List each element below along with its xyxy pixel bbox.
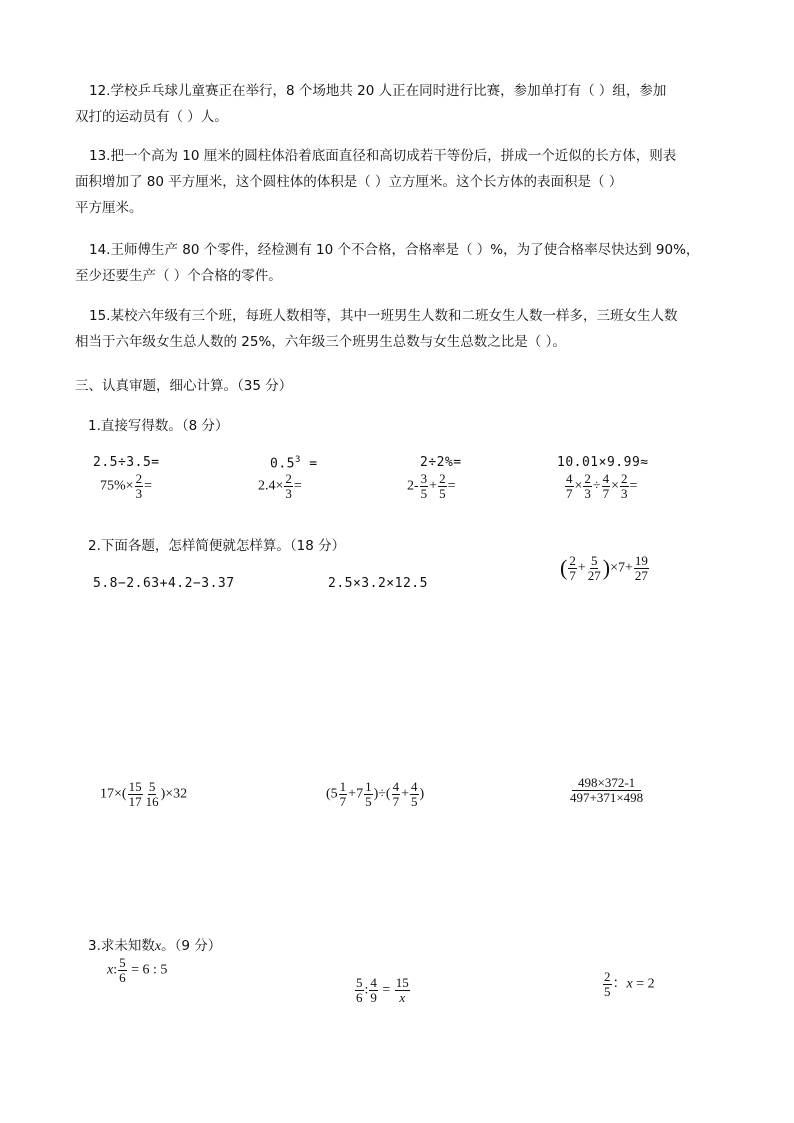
colon: ：: [612, 976, 627, 992]
operator: +: [429, 478, 438, 494]
numerator: 2: [439, 471, 446, 486]
denominator: 5: [604, 983, 611, 999]
fraction: [587, 554, 602, 582]
equation-2: [354, 976, 411, 1004]
problem-2: 2.5×3.2×12.5: [328, 576, 428, 591]
fraction: [395, 976, 410, 1004]
denominator: 7: [339, 793, 347, 809]
denominator: 16: [145, 793, 159, 809]
problem-1: 5.8−2.63+4.2−3.37: [93, 576, 235, 591]
equation-1: [107, 956, 167, 984]
right-paren: ): [602, 555, 611, 581]
expr-5-pre: 75%×: [100, 478, 134, 494]
denominator: x: [399, 989, 406, 1005]
denominator: 17: [128, 793, 142, 809]
expr-2: [270, 455, 318, 471]
expr-5: [100, 472, 152, 500]
denominator: 27: [587, 567, 601, 583]
operator: +: [401, 786, 409, 802]
denominator: 9: [370, 989, 377, 1005]
variable: x: [626, 976, 633, 992]
denominator: 6: [119, 969, 126, 985]
expr-3: 2÷2%=: [420, 455, 462, 470]
numerator: 15: [128, 779, 142, 794]
fraction: [145, 780, 160, 808]
fraction: [284, 472, 293, 500]
problem-4: [100, 780, 187, 808]
denominator: 3: [584, 485, 591, 501]
denominator: 27: [634, 567, 648, 583]
problem-5-div: )÷(: [373, 786, 391, 802]
fraction: [634, 554, 649, 582]
expr-4: 10.01×9.99≈: [557, 455, 649, 470]
denominator: 3: [135, 485, 143, 501]
question-15-line1: 15.某校六年级有三个班，每班人数相等，其中一班男生人数和二班女生人数一样多，三班女生人数: [89, 308, 678, 324]
numerator: 3: [420, 471, 428, 486]
question-14-line2: 至少还要生产（ ）个合格的零件。: [75, 268, 282, 284]
numerator: 4: [392, 779, 400, 794]
fraction: [438, 472, 447, 500]
denominator: 5: [439, 485, 446, 501]
numerator: 1: [339, 779, 347, 794]
denominator: 7: [569, 567, 576, 583]
question-12-line2: 双打的运动员有（ ）人。: [75, 109, 228, 125]
question-12: [75, 78, 725, 130]
numerator: 19: [634, 553, 648, 568]
expr-2-base: 0.5: [270, 456, 295, 472]
expr-5-post: =: [144, 478, 152, 494]
variable: x: [107, 962, 114, 978]
question-13-line1: 13.把一个高为 10 厘米的圆柱体沿着底面直径和高切成若干等份后，拼成一个近似的长方体，则表: [89, 148, 677, 164]
question-14-line1: 14.王师傅生产 80 个零件，经检测有 10 个不合格，合格率是（ ）%，为了使合格率尽快达到 90%，: [89, 242, 700, 258]
numerator: 4: [411, 779, 418, 794]
problem-4-post: )×32: [160, 786, 188, 802]
fraction: [392, 780, 401, 808]
numerator: 4: [602, 471, 610, 486]
part-3-title-pre: 3.求未知数: [88, 938, 155, 954]
fraction: [364, 780, 373, 808]
fraction: [565, 472, 574, 500]
expr-6-pre: 2.4×: [258, 478, 284, 494]
denominator: 3: [621, 485, 628, 501]
numerator: 2: [604, 969, 611, 984]
operator: ×7+: [610, 560, 633, 576]
equals: =: [378, 982, 394, 998]
numerator: 15: [395, 975, 409, 990]
fraction: [369, 976, 378, 1004]
numerator: 498×372-1: [572, 776, 641, 791]
denominator: 7: [392, 793, 400, 809]
fraction: [118, 956, 127, 984]
fraction: [410, 780, 419, 808]
expr-6: [258, 472, 302, 500]
numerator: 5: [148, 779, 156, 794]
denominator: 3: [285, 485, 292, 501]
equation-3: [602, 970, 655, 998]
denominator: 5: [420, 485, 428, 501]
numerator: 4: [566, 471, 573, 486]
question-15-line2: 相当于六年级女生总人数的 25%，六年级三个班男生总数与女生总数之比是（ ）。: [75, 334, 566, 350]
fraction: [568, 554, 577, 582]
part-1-title: 1.直接写得数。（8 分）: [88, 418, 229, 434]
problem-3: [560, 554, 650, 582]
numerator: 5: [590, 553, 598, 568]
expr-2-exp: 3: [294, 455, 301, 465]
question-13-line3: 平方厘米。: [75, 200, 143, 216]
fraction: [128, 780, 143, 808]
numerator: 2: [621, 471, 628, 486]
fraction: [569, 776, 644, 804]
numerator: 5: [119, 955, 126, 970]
numerator: 2: [285, 471, 292, 486]
expr-6-post: =: [293, 478, 302, 494]
expr-1: 2.5÷3.5=: [93, 455, 160, 470]
part-3-title: [88, 934, 221, 955]
fraction: [603, 970, 612, 998]
equation-1-rest: = 6 : 5: [127, 962, 168, 978]
fraction: [355, 976, 364, 1004]
colon: :: [364, 982, 369, 998]
expr-8-post: =: [629, 478, 638, 494]
question-13: [75, 143, 725, 221]
fraction: [135, 472, 144, 500]
part-3-title-post: 。（9 分）: [161, 938, 222, 954]
numerator: 5: [356, 975, 363, 990]
left-paren: (: [560, 555, 568, 581]
operator: ×: [611, 478, 619, 494]
expr-8: [564, 472, 637, 500]
colon: :: [113, 962, 118, 978]
part-3-title-var: x: [154, 939, 162, 954]
problem-5-lp: (5: [326, 786, 338, 802]
denominator: 5: [365, 793, 372, 809]
question-14: [75, 237, 725, 289]
problem-5: [326, 780, 424, 808]
problem-4-pre: 17×(: [100, 786, 127, 802]
numerator: 2: [135, 471, 143, 486]
fraction: [602, 472, 611, 500]
problem-5-mid: +7: [348, 786, 364, 802]
numerator: 4: [370, 975, 377, 990]
numerator: 2: [569, 553, 576, 568]
denominator: 7: [566, 485, 573, 501]
denominator: 5: [411, 793, 418, 809]
operator: ÷: [592, 478, 601, 494]
numerator: 1: [365, 779, 372, 794]
denominator: 497+371×498: [570, 789, 644, 805]
section-3-title: 三、认真审题，细心计算。（35 分）: [75, 378, 293, 394]
fraction: [420, 472, 429, 500]
question-15: [75, 303, 725, 355]
expr-7-post: =: [447, 478, 456, 494]
operator: +: [577, 560, 586, 576]
expr-7: [407, 472, 455, 500]
numerator: 2: [584, 471, 591, 486]
problem-5-rp: ): [419, 786, 425, 802]
fraction: [583, 472, 592, 500]
question-13-line2: 面积增加了 80 平方厘米，这个圆柱体的体积是（ ）立方厘米。这个长方体的表面积是（ ）: [75, 174, 623, 190]
problem-6: [568, 776, 645, 804]
part-2-title: 2.下面各题，怎样简便就怎样算。（18 分）: [88, 538, 346, 554]
question-12-line1: 12.学校乒乓球儿童赛正在举行，8 个场地共 20 人正在同时进行比赛，参加单打有（ ）组，参加: [89, 83, 667, 99]
denominator: 7: [602, 485, 610, 501]
equation-3-rest: = 2: [632, 976, 655, 992]
fraction: [620, 472, 629, 500]
denominator: 6: [356, 989, 363, 1005]
expr-7-pre: 2-: [407, 478, 419, 494]
operator: ×: [574, 478, 583, 494]
expr-2-tail: =: [300, 456, 318, 472]
fraction: [339, 780, 348, 808]
